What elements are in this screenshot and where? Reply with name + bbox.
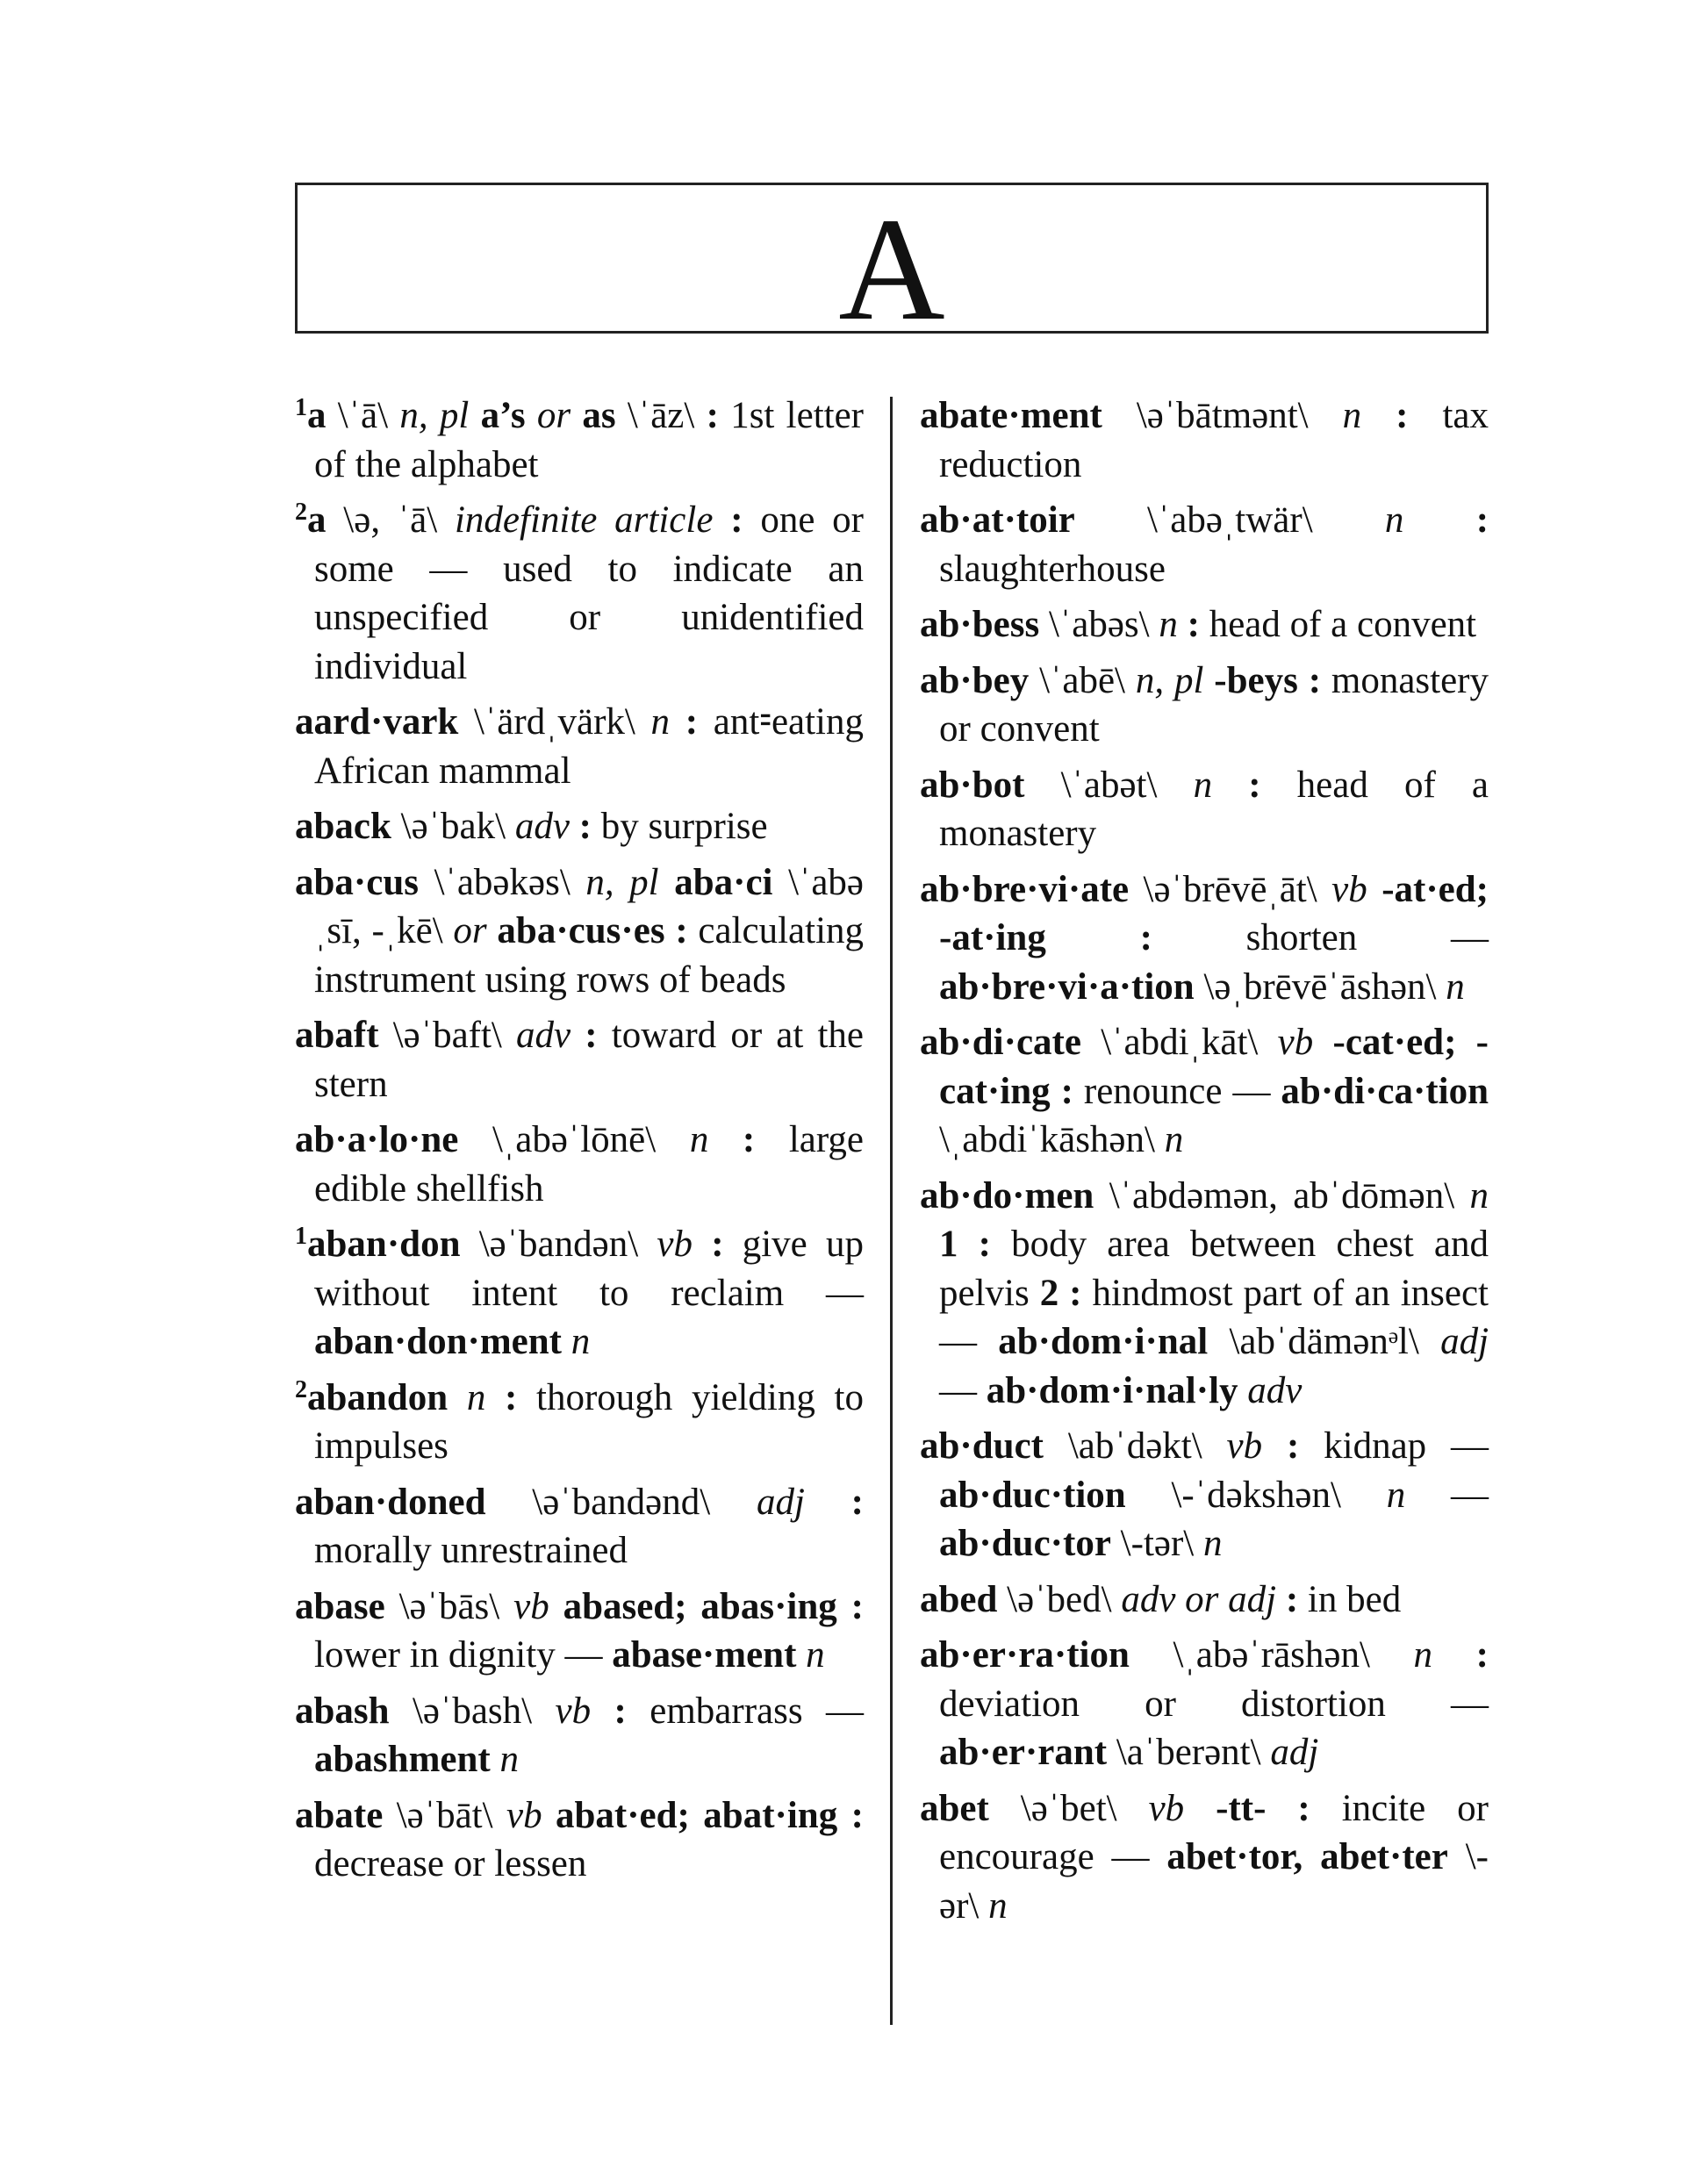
dictionary-entry — [295, 858, 864, 1005]
part-of-speech: n — [1193, 764, 1249, 806]
part-of-speech: n — [988, 1884, 1008, 1927]
headword: abaft — [295, 1015, 379, 1056]
dictionary-entry — [295, 802, 864, 851]
headword: ab·bot — [920, 764, 1025, 806]
dictionary-entry — [920, 1575, 1489, 1625]
part-of-speech: n — [1446, 965, 1465, 1008]
homograph-number: 2 — [295, 1375, 307, 1403]
part-of-speech: n — [1469, 1174, 1489, 1217]
definition-colon: : — [850, 1585, 864, 1627]
dictionary-entry — [920, 600, 1489, 650]
pronunciation: \ə, ˈā\ — [326, 499, 455, 541]
definition-text: head of a monastery — [939, 764, 1489, 854]
part-of-speech: adv — [514, 806, 579, 847]
headword: ab·dom·i·nal — [998, 1321, 1209, 1362]
pronunciation — [665, 910, 676, 951]
headword: as — [582, 395, 616, 436]
pronunciation: \ˌabəˈlōnē\ — [458, 1119, 690, 1160]
part-of-speech: vb — [1148, 1787, 1216, 1829]
headword: abase·ment — [612, 1634, 797, 1676]
definition-colon: : — [706, 395, 731, 436]
pronunciation: \əˈbet\ — [988, 1787, 1149, 1829]
definition-colon: : — [1187, 604, 1209, 645]
pronunciation: \ˈabəˌsī, -ˌkē\ — [314, 861, 865, 951]
pronunciation: \əˈbaft\ — [378, 1015, 517, 1056]
definition-colon: : — [1139, 917, 1246, 958]
definition-colon: : — [1297, 1787, 1342, 1829]
headword: ab·er·ra·tion — [920, 1634, 1130, 1676]
part-of-speech: n — [448, 1376, 506, 1418]
part-of-speech: vb — [1331, 868, 1382, 910]
pronunciation: \ˈāz\ — [615, 395, 707, 436]
pronunciation — [1051, 1071, 1061, 1112]
dictionary-entry — [295, 698, 864, 795]
definition-colon: : — [978, 1224, 1012, 1265]
definition-text: in bed — [1307, 1578, 1402, 1620]
part-of-speech: n — [1159, 604, 1188, 645]
dictionary-entry — [920, 1784, 1489, 1931]
headword: a’s — [480, 395, 526, 436]
headword: abash — [295, 1690, 390, 1732]
pronunciation: \əˈbrēvēˌāt\ — [1129, 868, 1332, 910]
definition-colon: : — [730, 499, 761, 541]
headword: ab·er·rant — [939, 1732, 1108, 1773]
part-of-speech: or — [525, 395, 583, 436]
headword: ab·duc·tor — [939, 1523, 1111, 1564]
definition-colon: : — [850, 1481, 864, 1523]
right-column — [920, 391, 1489, 1937]
pronunciation: \abˈdəkt\ — [1044, 1425, 1227, 1467]
part-of-speech: adv or adj — [1121, 1578, 1286, 1620]
headword: -cat·ed; -cat·ing — [939, 1022, 1489, 1112]
part-of-speech: adj — [1440, 1321, 1489, 1362]
headword: -beys — [1214, 659, 1298, 701]
pronunciation — [1046, 917, 1140, 958]
definition-colon: : — [1396, 395, 1443, 436]
pronunciation: \-tər\ — [1110, 1523, 1203, 1564]
pronunciation — [1298, 660, 1309, 701]
dictionary-entry — [920, 1631, 1489, 1777]
part-of-speech: n — [1342, 395, 1396, 436]
definition-colon: : — [585, 1015, 612, 1056]
column-divider — [890, 397, 893, 2025]
pronunciation: \əˈbash\ — [389, 1690, 556, 1732]
definition-text: 1st letter of the alphabet — [314, 395, 864, 485]
pronunciation — [1059, 1273, 1069, 1314]
headword: aba·ci — [674, 861, 773, 903]
part-of-speech: n, pl — [585, 861, 675, 903]
headword: abase — [295, 1585, 385, 1627]
definition-colon: : — [1475, 1634, 1489, 1676]
part-of-speech: or — [453, 910, 498, 951]
dictionary-entry — [920, 1172, 1489, 1416]
part-of-speech: n — [561, 1321, 591, 1362]
headword: a — [307, 395, 327, 436]
headword: aban·don — [307, 1224, 461, 1265]
pronunciation: \əˈbātmənt\ — [1102, 395, 1343, 436]
part-of-speech: adj — [756, 1481, 851, 1523]
definition-text: — — [939, 1369, 987, 1411]
definition-text: — — [1405, 1474, 1489, 1516]
definition-text: one or some — used to indicate an unspecified or unidentified individual — [314, 499, 864, 687]
part-of-speech: adv — [516, 1015, 585, 1056]
headword: ab·bey — [920, 659, 1030, 701]
part-of-speech: adv — [1238, 1369, 1303, 1411]
pronunciation: \ˈabdəmən, abˈdōmən\ — [1094, 1174, 1470, 1217]
headword: ab·duct — [920, 1425, 1044, 1467]
dictionary-entry — [295, 1478, 864, 1575]
definition-colon: : — [685, 701, 714, 743]
pronunciation: \ˈabəˌtwär\ — [1074, 499, 1385, 541]
pronunciation — [958, 1224, 979, 1265]
headword: aard·vark — [295, 701, 459, 743]
definition-text: ant⹀eating African mammal — [314, 701, 865, 792]
headword: abashment — [314, 1739, 491, 1780]
headword: abate·ment — [920, 395, 1102, 436]
headword: abased; abas·ing — [563, 1585, 837, 1627]
dictionary-entry — [920, 865, 1489, 1012]
definition-text: body area between chest and pelvis — [939, 1224, 1489, 1314]
definition-text: head of a convent — [1209, 604, 1477, 645]
dictionary-entry — [920, 496, 1489, 593]
definition-colon: : — [675, 910, 699, 951]
homograph-number: 2 — [295, 499, 307, 526]
headword: ab·a·lo·ne — [295, 1119, 459, 1160]
headword: 1 — [939, 1224, 958, 1265]
definition-colon: : — [614, 1690, 650, 1732]
section-letter: A — [838, 188, 945, 351]
definition-text: lower in dignity — — [314, 1634, 613, 1676]
headword: ab·at·toir — [920, 499, 1075, 541]
section-letter-box — [295, 183, 1489, 351]
headword: ab·bess — [920, 604, 1040, 645]
definition-text: slaughterhouse — [939, 548, 1166, 590]
dictionary-entry — [920, 1018, 1489, 1165]
dictionary-entry — [295, 1791, 864, 1889]
pronunciation: \ˈabət\ — [1024, 764, 1194, 806]
definition-colon: : — [1285, 1578, 1308, 1620]
pronunciation: \ˈabəkəs\ — [419, 861, 586, 903]
headword: aban·doned — [295, 1481, 486, 1523]
definition-text: calculating instrument using rows of beads — [314, 910, 865, 1001]
part-of-speech: n — [490, 1739, 519, 1780]
dictionary-entry — [295, 1583, 864, 1680]
headword: aba·cus·es — [497, 910, 665, 951]
definition-text: tax reduction — [939, 395, 1489, 485]
dictionary-entry — [295, 1220, 864, 1367]
definition-colon: : — [1060, 1070, 1084, 1112]
part-of-speech: vb — [513, 1585, 563, 1627]
pronunciation — [837, 1586, 851, 1627]
homograph-number: 1 — [295, 394, 307, 421]
definition-colon: : — [578, 806, 601, 847]
headword: ab·do·men — [920, 1174, 1094, 1217]
part-of-speech: n — [1164, 1119, 1184, 1160]
part-of-speech: vb — [657, 1224, 712, 1265]
headword: ab·bre·vi·a·tion — [939, 965, 1195, 1008]
headword: abandon — [307, 1376, 449, 1418]
dictionary-entry — [295, 1011, 864, 1109]
definition-text: give up without intent to reclaim — — [314, 1224, 864, 1314]
definition-text: deviation or distortion — — [939, 1683, 1489, 1725]
definition-text: shorten — — [1245, 917, 1489, 958]
homograph-number: 1 — [295, 1223, 307, 1250]
dictionary-entry — [920, 391, 1489, 489]
dictionary-entry — [295, 1116, 864, 1213]
pronunciation: \ˈabē\ — [1029, 659, 1136, 701]
definition-text: kidnap — — [1324, 1425, 1489, 1467]
pronunciation: \əˈbandən\ — [460, 1224, 657, 1265]
dictionary-entry — [920, 1422, 1489, 1568]
pronunciation: \əˈbās\ — [384, 1585, 514, 1627]
pronunciation: \ˈärdˌvärk\ — [458, 701, 651, 743]
definition-colon: : — [850, 1794, 864, 1836]
pronunciation: \ˌabəˈrāshən\ — [1129, 1634, 1414, 1676]
part-of-speech: n — [1413, 1634, 1476, 1676]
pronunciation: \əˈbandənd\ — [485, 1481, 757, 1523]
headword: abat·ed; abat·ing — [555, 1794, 838, 1836]
definition-text: monastery or convent — [939, 659, 1489, 750]
dictionary-entry — [920, 657, 1489, 754]
definition-colon: : — [711, 1224, 743, 1265]
definition-text: thorough yielding to impulses — [314, 1376, 864, 1467]
pronunciation: \əˌbrēvēˈāshən\ — [1194, 965, 1446, 1008]
headword: 2 — [1039, 1272, 1059, 1314]
headword: abed — [920, 1578, 998, 1620]
dictionary-entry — [295, 391, 864, 489]
pronunciation: \ˌabdiˈkāshən\ — [939, 1119, 1165, 1160]
pronunciation: \abˈdämənᵊl\ — [1208, 1321, 1441, 1362]
headword: ab·di·cate — [920, 1022, 1081, 1063]
definition-text: hindmost part of an insect — — [939, 1272, 1489, 1362]
definition-text: large edible shellfish — [314, 1119, 864, 1209]
part-of-speech: n — [650, 701, 685, 743]
part-of-speech: n — [689, 1119, 743, 1160]
definition-colon: : — [1475, 499, 1489, 541]
pronunciation — [1266, 1788, 1297, 1829]
part-of-speech: vb — [1226, 1425, 1287, 1467]
headword: a — [307, 499, 327, 541]
definition-text: embarrass — — [649, 1690, 864, 1732]
part-of-speech: n — [1384, 499, 1476, 541]
headword: ab·duc·tion — [939, 1474, 1126, 1516]
dictionary-entry — [920, 761, 1489, 858]
definition-colon: : — [1286, 1425, 1324, 1467]
pronunciation: \aˈberənt\ — [1107, 1732, 1271, 1773]
headword: ab·bre·vi·ate — [920, 868, 1130, 910]
part-of-speech: n — [796, 1634, 825, 1676]
pronunciation: \ˈabəs\ — [1039, 604, 1159, 645]
headword: ab·dom·i·nal·ly — [986, 1369, 1238, 1411]
pronunciation: \ˈabdiˌkāt\ — [1080, 1022, 1278, 1063]
definition-text: morally unrestrained — [314, 1530, 628, 1571]
dictionary-entry — [295, 1687, 864, 1784]
part-of-speech: vb — [1277, 1022, 1333, 1063]
headword: ab·di·ca·tion — [1281, 1070, 1489, 1112]
pronunciation: \əˈbak\ — [391, 806, 515, 847]
part-of-speech: indefinite article — [454, 499, 731, 541]
part-of-speech: n — [1203, 1523, 1223, 1564]
headword: -at·ed; -at·ing — [939, 868, 1489, 958]
pronunciation — [837, 1795, 850, 1836]
pronunciation: \əˈbed\ — [997, 1578, 1122, 1620]
pronunciation: \əˈbāt\ — [383, 1794, 506, 1836]
definition-text: toward or at the stern — [314, 1015, 865, 1105]
headword: abet — [920, 1787, 989, 1829]
part-of-speech: vb — [506, 1794, 556, 1836]
definition-colon: : — [1069, 1272, 1093, 1314]
headword: aban·don·ment — [314, 1321, 562, 1362]
left-column — [295, 391, 864, 1896]
definition-colon: : — [505, 1376, 537, 1418]
part-of-speech: vb — [555, 1690, 614, 1732]
headword: aback — [295, 806, 391, 847]
headword: aba·cus — [295, 861, 419, 903]
dictionary-entry — [295, 1374, 864, 1471]
part-of-speech: n, pl — [399, 395, 481, 436]
definition-text: by surprise — [600, 806, 768, 847]
headword: abet·tor, abet·ter — [1166, 1836, 1448, 1877]
headword: -tt- — [1216, 1787, 1267, 1829]
dictionary-entry — [295, 496, 864, 691]
definition-text: renounce — — [1083, 1070, 1281, 1112]
definition-colon: : — [1308, 659, 1331, 701]
definition-text: decrease or lessen — [314, 1843, 587, 1884]
pronunciation: \-ˈdəkshən\ — [1125, 1474, 1387, 1516]
part-of-speech: n, pl — [1135, 659, 1215, 701]
part-of-speech: n — [1386, 1474, 1406, 1516]
pronunciation: \-ər\ — [939, 1836, 1489, 1927]
pronunciation: \ˈā\ — [326, 395, 400, 436]
headword: abate — [295, 1794, 384, 1836]
definition-colon: : — [1248, 764, 1297, 806]
definition-colon: : — [742, 1119, 789, 1160]
part-of-speech: adj — [1270, 1732, 1319, 1773]
definition-text: incite or encourage — — [939, 1787, 1489, 1877]
